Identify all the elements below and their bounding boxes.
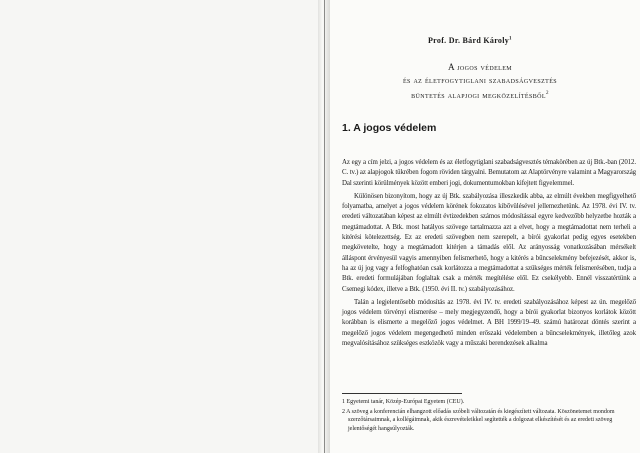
author-line xyxy=(428,36,628,45)
footnote-1: 1 Egyetemi tanár, Közép-Európai Egyetem (CEU). xyxy=(342,399,465,405)
paragraph: Talán a legjelentősebb módosítás az 1978. évi IV. tv. eredeti szabályozásához képest az ún. megelőző jogos védelem törvényi elismerése – mely megjegyzendő, hogy a bírói gyakorlat bizonyos korlátok között korábban is elismerte a megelőző jogos védelmet. A BH 1999/19–49. számú határozat döntés szerint a megelőző jogos védelem megengedhető minden erőszaki védelemben a bűncselekmények, illetőleg azok megvalósításához szükséges eszközök vagy a műszaki berendezések alkalma xyxy=(342,298,636,348)
footnote-divider xyxy=(342,393,462,394)
footnote-2: 2 A szöveg a konferencián elhangzott előadás szóbeli változatán és kiegészített változata. Köszönetemet mondom szerzőtársaimnak, a kollégáimnak, akik észrevételeikkel segítették a dolgozat elkészítését és az eredeti szöveg jelentőségét hangsúlyozták. xyxy=(342,408,615,432)
facing-page xyxy=(0,0,318,453)
title-line-2: és az életfogytiglani szabadságvesztés xyxy=(402,75,558,85)
title-line-3-text: büntetés alapjogi megközelítésből xyxy=(411,90,546,101)
author-footnote-mark: 1 xyxy=(509,36,512,42)
author-name: Prof. Dr. Bárd Károly xyxy=(428,36,510,45)
title-line-3 xyxy=(330,87,630,102)
document-page xyxy=(330,0,640,453)
footnotes xyxy=(342,398,636,434)
gutter-line xyxy=(324,0,325,453)
paragraph: Különösen bizonyítom, hogy az új Btk. szabályozása illeszkedik abba, az elmúlt években megfigyelhető folyamatba, amelyet a jogos védelem körének fokozatos kibővülésével jellemezhetünk. Az 1978. évi IV. tv. eredeti változatában képest az elmúlt évtizedekben számos módosítással egyre kedvezőbb helyzetbe hozták a megtámadottat. A Btk. most hatályos szövege tartalmazza azt a elvet, hogy a megtámadottat nem terheli a kitérési kötelezettség. Ez az eredeti szövegben nem szerepelt, a bírói gyakorlat pedig egyes esetekben megkövetelte, hogy a megtámadott kitérjen a támadás elől. Az arányosság vonatkozásában mérsékelt álláspont érvényesül vagyis amennyiben felismerhető, hogy a kitérés a bűncselekmény befejezését, akkor is, ha az új jog vagy a felfoghatóan csak korlátozza a megtámadottat a szükséges mérték felismerésében, tudja a Btk. eredeti formulájában foglaltak csak a mérték megítélése elől. Ez csekélyebb. Ennél visszatértünk a Csemegi kódex, illetve a Btk. (1950. évi II. tv.) szabályozásához. xyxy=(342,192,636,293)
paragraph: Az egy a cím jelzi, a jogos védelem és az életfogytiglani szabadságvesztés témakörében az új Btk.-ban (2012. C. tv.) az alapjogok tükrében fogom röviden tárgyalni. Bemutatom az Alaptörvényre valamint a Magyarország Dal szerinti körülmények között emberi jogi, dokumentumokban kifejtett figyelemmel. xyxy=(342,159,636,187)
section-heading: 1. A jogos védelem xyxy=(342,122,437,134)
title-footnote-mark: 2 xyxy=(545,91,549,96)
article-title xyxy=(330,61,630,102)
title-line-1: A jogos védelem xyxy=(447,62,513,72)
body-text xyxy=(342,158,636,352)
